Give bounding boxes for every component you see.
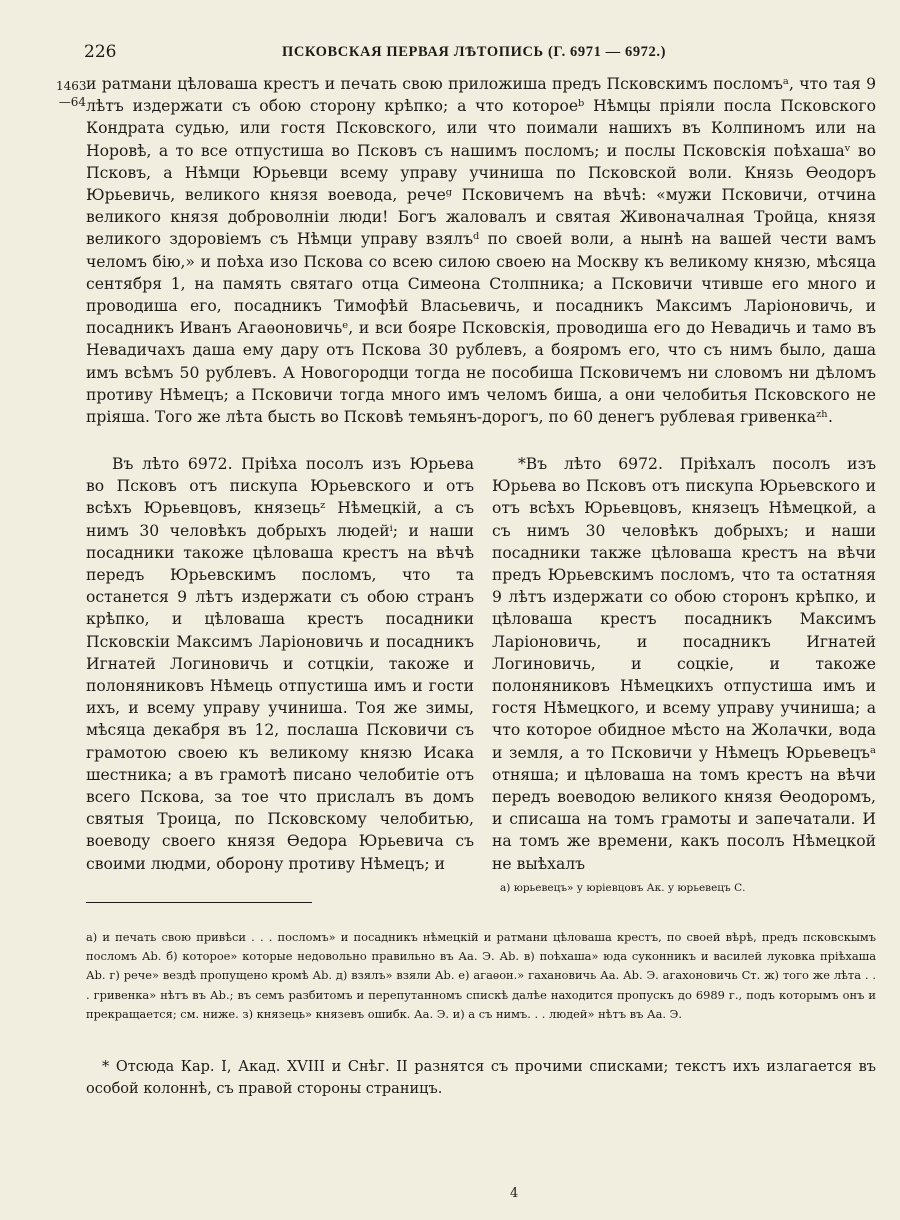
footnote-divider <box>86 902 312 903</box>
bottom-mark: 4 <box>510 1186 519 1201</box>
right-column-note: а) юрьевецъ» у юрiевцовъ Ак. у юрьевецъ С. <box>500 881 746 894</box>
right-column <box>492 453 876 895</box>
left-column-text: Въ лѣто 6972. Прiѣха посолъ изъ Юрьева во Псковъ отъ пискупа Юрьевского и отъ всѣхъ Юрьевцовъ, князецьᶻ Нѣмецкiй, а съ нимъ 30 человѣкъ добрыхъ людейⁱ; и наши посадники такоже цѣловаша крестъ на вѣчѣ передъ Юрьевскимъ посломъ, что та останется 9 лѣтъ издержати съ обою странъ крѣпко, и цѣловаша крестъ посадники Псковскiи Максимъ Ларiоновичь и посадникъ Игнатей Логиновичь и сотцкiи, такоже и полоняниковъ Нѣмець отпустиша имъ и гости ихъ, и всему управу учиниша. Тоя же зимы, мѣсяца декабря въ 12, послаша Псковичи съ грамотою своею къ великому князю Исака шестника; а въ грамотѣ писано челобитiе отъ всего Пскова, за тое что прислалъ въ домъ святыя Троица, по Псковскому челобитью, воеводу своего князя Ѳедора Юрьевича съ своими людми, оборону противу Нѣмецъ; и <box>86 455 474 873</box>
page-header <box>84 40 864 66</box>
running-title: ПСКОВСКАЯ ПЕРВАЯ ЛѢТОПИСЬ (Г. 6971 — 6972.) <box>281 44 667 60</box>
left-column <box>86 453 474 875</box>
margin-year-range: 1463 —64 <box>56 79 87 109</box>
right-column-text: *Въ лѣто 6972. Прiѣхалъ посолъ изъ Юрьева во Псковъ отъ пискупа Юрьевского и отъ всѣхъ Юрьевцовъ, князецъ Нѣмецкой, а съ нимъ 30 человѣкъ добрыхъ; и наши посадники также цѣловаша крестъ на вѣчи предъ Юрьевскимъ посломъ, что та остатняя 9 лѣтъ издержати со обою сторонъ крѣпко, и цѣловаша крестъ посадникъ Максимъ Ларiоновичь, и посадникъ Игнатей Логиновичь, и соцкiе, и такоже полоняниковъ Нѣмецкихъ отпустиша имъ и гостя Нѣмецкого, и всему управу учиниша; а что которое обидное мѣсто на Жолачки, вода и земля, а то Псковичи у Нѣмецъ Юрьевецъᵃ отняша; и цѣловаша на томъ крестъ на вѣчи передъ воеводою великого князя Ѳеодоромъ, и списаша на томъ грамоты и запечатали. И на томъ же времени, какъ посолъ Нѣмецкой не выѣхалъ <box>492 455 876 873</box>
asterisk-note: * Отсюда Кар. I, Акад. XVIII и Снѣг. II разнятся съ прочими списками; текстъ ихъ излагается въ особой колоннѣ, съ правой стороны страницъ. <box>86 1059 876 1097</box>
main-text-block: и ратмани цѣловаша крестъ и печать свою приложиша предъ Псковскимъ посломъᵃ, что тая 9 лѣтъ издержати съ обою сторону крѣпко; а что котороеᵇ Нѣмцы прiяли посла Псковского Кондрата судью, или гостя Псковского, или что поимали нашихъ въ Колпиномъ или на Норовѣ, а то все отпустиша во Псковъ съ нашимъ посломъ; и послы Псковскiя поѣхашаᵛ во Псковъ, а Нѣмци Юрьевци всему управу учиниша по Псковской воли. Князь Ѳеодоръ Юрьевичь, великого князя воевода, речеᵍ Псковичемъ на вѣчѣ: «мужи Псковичи, отчина великого князя доброволнiи люди! Богъ жаловалъ и святая Живоначалная Тройца, князя великого здоровiемъ съ Нѣмци управу взялъᵈ по своей воли, а нынѣ на вашей чести вамъ челомъ бiю,» и поѣха изо Пскова со всею силою своею на Москву къ великому князю, мѣсяца сентября 1, на память святаго отца Симеона Столпника; а Псковичи чтивше его много и проводиша его, посадникъ Тимофѣй Власьевичь, и посадникъ Максимъ Ларiоновичь, и посадникъ Иванъ Агаѳоновичьᵉ, и вси бояре Псковскiя, проводиша его до Невадичь и тамо въ Невадичахъ даша ему дару отъ Пскова 30 рублевъ, а бояромъ его, что съ нимъ было, даша имъ всѣмъ 50 рублевъ. А Новогородци тогда не пособиша Псковичемъ ни словомъ ни дѣломъ противу Нѣмецъ; а Псковичи тогда много имъ челомъ биша, а они челобитья Псковского не прiяша. Того же лѣта бысть во Псковѣ темьянъ-дорогъ, по 60 денегъ рублевая гривенкаᶻʰ. <box>86 75 876 427</box>
page-number: 226 <box>84 42 117 62</box>
footnotes: а) и печать свою привѣси . . . посломъ» и посадникъ нѣмецкiй и ратмани цѣловаша крестъ, по своей вѣрѣ, предъ псковскымъ посломъ Аb. б) которое» которые недовольно правильно въ Аа. Э. Аb. в) поѣхаша» юда суконникъ и василей луковка прiѣхаша Аb. г) рече» вездѣ пропущено кромѣ Аb. д) взялъ» взяли Аb. е) агаѳон.» гахановичь Аа. Аb. Э. агахоновичь Ст. ж) того же лѣта . . . гривенка» нѣтъ въ Аb.; въ семъ разбитомъ и перепутанномъ спискѣ далѣе находится пропускъ до 6989 г., подъ которымъ онъ и прекращается; см. ниже. з) князець» князевъ ошибк. Аа. Э. и) а съ нимъ. . . людей» нѣтъ въ Аа. Э. <box>86 930 876 1021</box>
